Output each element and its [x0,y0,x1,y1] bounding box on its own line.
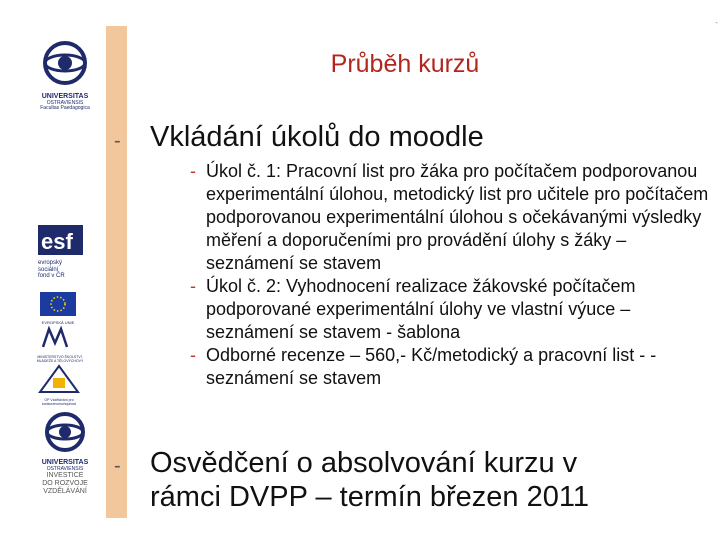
uni-name-line3: Facultas Paedagogica [40,105,90,112]
msmt-icon [35,325,85,351]
msmt-logo [35,325,85,365]
sub-item-2-text: Úkol č. 2: Vyhodnocení realizace žákovské počítačem podporované experimentální úlohy ve vlastní výuce – seznámení se stavem - šablona [206,276,636,342]
main-item-1-dash: - [114,130,121,152]
esf-line2: sociální [38,266,59,273]
sub-item-3-dash: - [190,345,196,365]
op-vk-logo [36,364,82,408]
sub-item-list [190,160,710,390]
uni-name-line1: UNIVERSITAS [41,93,89,100]
esf-line3: fond v ČR [38,273,65,280]
esf-line1: evropský [38,260,63,266]
msmt-label: MINISTERSTVO ŠKOLSTVÍ, MLÁDEŽE A TĚLOVÝCHOVY [36,355,84,363]
uni-bottom-line1: UNIVERSITAS [41,459,89,466]
accent-bar [106,26,127,518]
sub-item-2-dash: - [190,276,196,296]
slide-title: Průběh kurzů [330,50,480,78]
corner-mark: - [715,18,718,27]
sub-item-1-text: Úkol č. 1: Pracovní list pro žáka pro počítačem podporovanou experimentální úlohou, metodický list pro učitele pro počítačem podporovanou experimentální úlohou s očekávanými výsledky měření a doporučeními pro provádění úlohy s žáky – seznámení se stavem [206,161,709,273]
uni-bottom-line2: OSTRAVIENSIS [46,465,84,472]
sidebar-logos [0,0,104,540]
main-item-2-dash: - [114,455,121,477]
esf-text: esf [41,229,73,254]
university-logo-bottom [30,410,100,520]
uni-name-line2: OSTRAVIENSIS [46,99,84,106]
sub-item-1-dash: - [190,161,196,181]
sub-item-1 [190,160,710,275]
sub-item-3 [190,344,710,390]
eu-flag [40,292,76,325]
main-item-1: Vkládání úkolů do moodle [150,121,484,153]
sub-item-3-text: Odborné recenze – 560,- Kč/metodický a pracovní list - - seznámení se stavem [206,345,657,388]
eu-label: EVROPSKÁ UNIE [41,320,75,325]
op-label: OP Vzdělávání pro konkurenceschopnost [41,398,77,406]
university-logo-top [30,38,100,114]
esf-mark-icon [38,225,83,255]
op-vk-icon [36,364,82,394]
sub-item-2 [190,275,710,344]
globe-icon [30,38,100,88]
uni-bottom-line4: DO ROZVOJE [42,479,88,487]
uni-bottom-line3: INVESTICE [46,472,84,480]
main-item-2: Osvědčení o absolvování kurzu v rámci DVPP – termín březen 2011 [150,447,589,513]
globe-icon [30,410,100,454]
eu-flag-icon [40,292,76,316]
uni-bottom-line5: VZDĚLÁVÁNÍ [43,487,87,495]
